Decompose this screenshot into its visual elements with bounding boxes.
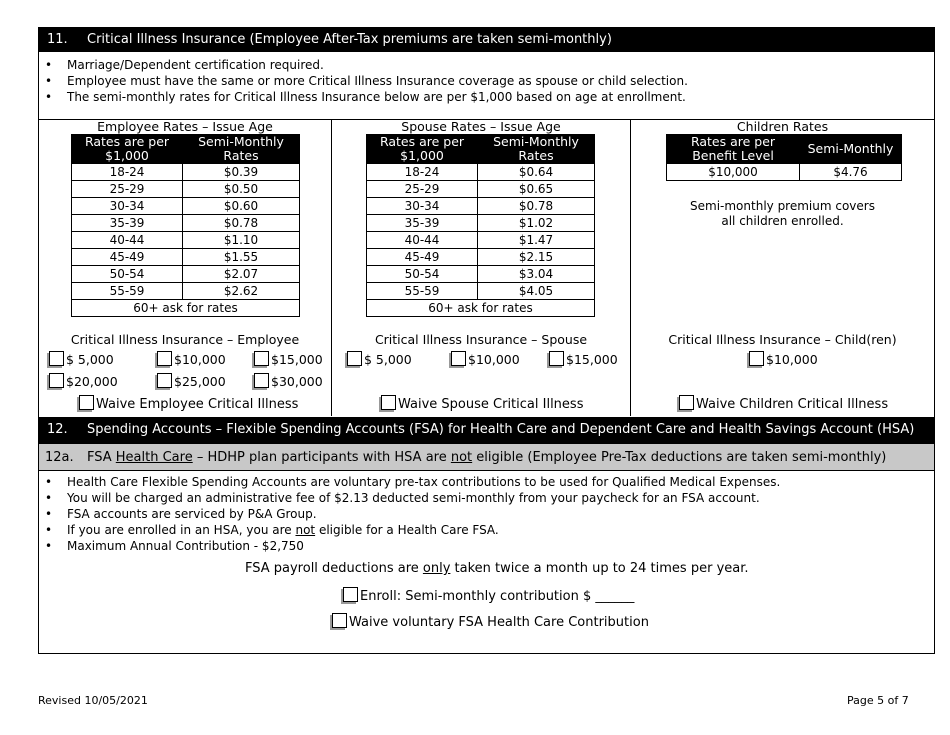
children-option-10000[interactable] <box>749 351 818 367</box>
rate-cell: $0.78 <box>183 215 300 232</box>
employee-option-30000[interactable] <box>254 373 323 389</box>
rate-cell: $1.47 <box>478 232 595 249</box>
rate-cell: $1.55 <box>183 249 300 266</box>
waive-spouse-option[interactable] <box>381 395 583 412</box>
option-label: $10,000 <box>468 352 520 367</box>
option-label: $20,000 <box>66 374 118 389</box>
section-12-title: Spending Accounts – Flexible Spending Accounts (FSA) for Health Care and Dependent Care and Health Savings Account (HSA) <box>87 422 915 437</box>
enroll-label: Enroll: Semi-monthly contribution $ ______ <box>360 589 635 604</box>
underlined-text: Health Care <box>115 450 193 465</box>
note-line: all children enrolled. <box>721 214 844 228</box>
option-label: $15,000 <box>271 352 323 367</box>
table-row <box>367 300 595 317</box>
fsa-enroll-option[interactable] <box>343 587 634 604</box>
text-run: – HDHP plan participants with HSA are <box>192 450 451 465</box>
bullet-item <box>39 522 780 538</box>
option-label: $10,000 <box>174 352 226 367</box>
age-cell: 45-49 <box>367 249 478 266</box>
table-row <box>667 164 902 181</box>
rate-cell: $2.15 <box>478 249 595 266</box>
employee-option-20000[interactable] <box>49 373 118 389</box>
text-run: taken twice a month up to 24 times per year. <box>450 561 749 576</box>
rate-cell: $0.65 <box>478 181 595 198</box>
option-label: $25,000 <box>174 374 226 389</box>
age-cell: 55-59 <box>72 283 183 300</box>
underlined-text: not <box>295 523 316 537</box>
checkbox[interactable] <box>347 351 362 366</box>
age-cell: 18-24 <box>72 164 183 181</box>
spouse-rates-table <box>366 134 595 317</box>
checkbox[interactable] <box>549 351 564 366</box>
rate-cell: $4.05 <box>478 283 595 300</box>
checkbox[interactable] <box>79 395 94 410</box>
text-run: FSA <box>87 450 116 465</box>
spouse-coverage-title: Critical Illness Insurance – Spouse <box>374 332 588 347</box>
option-label: Waive voluntary FSA Health Care Contribution <box>349 615 649 630</box>
checkbox[interactable] <box>157 373 172 388</box>
payroll-deduction-note <box>245 561 749 576</box>
rate-cell: $0.39 <box>183 164 300 181</box>
age-cell: 45-49 <box>72 249 183 266</box>
fsa-waive-option[interactable] <box>332 613 649 630</box>
column-header: Rates are per $1,000 <box>367 135 478 164</box>
section-11-header <box>39 28 934 52</box>
text-run: eligible for a Health Care FSA. <box>315 523 499 537</box>
text-run: If you are enrolled in an HSA, you are <box>67 523 296 537</box>
table-row <box>367 232 595 249</box>
rate-cell: $2.07 <box>183 266 300 283</box>
table-row <box>72 249 300 266</box>
age-cell: 40-44 <box>367 232 478 249</box>
employee-coverage-title: Critical Illness Insurance – Employee <box>70 332 300 347</box>
section-11-bullets <box>39 57 688 105</box>
rate-cell: $2.62 <box>183 283 300 300</box>
employee-option-10000[interactable] <box>157 351 226 367</box>
age-cell: 50-54 <box>72 266 183 283</box>
checkbox[interactable] <box>157 351 172 366</box>
children-coverage-title: Critical Illness Insurance – Child(ren) <box>668 332 897 347</box>
spouse-option-15000[interactable] <box>549 351 618 367</box>
spouse-option-5000[interactable] <box>347 351 412 367</box>
ask-for-rates-cell: 60+ ask for rates <box>367 300 595 317</box>
employee-option-15000[interactable] <box>254 351 323 367</box>
checkbox[interactable] <box>49 373 64 388</box>
age-cell: 35-39 <box>367 215 478 232</box>
section-12a-number: 12a. <box>45 450 74 465</box>
rate-cell: $1.10 <box>183 232 300 249</box>
rate-cell: $0.50 <box>183 181 300 198</box>
employee-option-25000[interactable] <box>157 373 226 389</box>
table-row <box>72 232 300 249</box>
table-row <box>72 300 300 317</box>
bullet-item: • You will be charged an administrative fee of $2.13 deducted semi-monthly from your paycheck for an FSA account. <box>39 490 780 506</box>
age-cell: 40-44 <box>72 232 183 249</box>
checkbox[interactable] <box>749 351 764 366</box>
bullet-item: • Maximum Annual Contribution - $2,750 <box>39 538 780 554</box>
option-label: $30,000 <box>271 374 323 389</box>
column-divider <box>331 119 332 416</box>
section-12a-bullets <box>39 474 780 554</box>
section-12-number: 12. <box>47 422 68 437</box>
table-row <box>367 198 595 215</box>
table-row <box>72 215 300 232</box>
age-cell: 30-34 <box>367 198 478 215</box>
option-label: $15,000 <box>566 352 618 367</box>
column-header: Semi-Monthly Rates <box>478 135 595 164</box>
rate-cell: $0.78 <box>478 198 595 215</box>
table-row <box>72 198 300 215</box>
underlined-text: not <box>450 450 473 465</box>
spouse-option-10000[interactable] <box>451 351 520 367</box>
option-label: $ 5,000 <box>364 352 412 367</box>
section-12-header <box>39 417 934 443</box>
rate-cell: $3.04 <box>478 266 595 283</box>
revised-date: Revised 10/05/2021 <box>38 694 148 707</box>
checkbox[interactable] <box>343 587 358 602</box>
bullet-item: • The semi-monthly rates for Critical Illness Insurance below are per $1,000 based on age at enrollment. <box>39 89 688 105</box>
table-row <box>367 181 595 198</box>
checkbox[interactable] <box>679 395 694 410</box>
employee-option-5000[interactable] <box>49 351 114 367</box>
underlined-text: only <box>422 561 451 576</box>
checkbox[interactable] <box>49 351 64 366</box>
age-cell: 25-29 <box>367 181 478 198</box>
spouse-rates-title: Spouse Rates – Issue Age <box>401 119 561 134</box>
bullet-item: • Employee must have the same or more Critical Illness Insurance coverage as spouse or child selection. <box>39 73 688 89</box>
age-cell: 18-24 <box>367 164 478 181</box>
benefit-cell: $10,000 <box>667 164 800 181</box>
ask-for-rates-cell: 60+ ask for rates <box>72 300 300 317</box>
column-header: Rates are per Benefit Level <box>667 135 800 164</box>
age-cell: 30-34 <box>72 198 183 215</box>
children-rates-title: Children Rates <box>736 119 829 134</box>
rate-cell: $4.76 <box>800 164 902 181</box>
option-label: Waive Employee Critical Illness <box>96 397 299 412</box>
table-row <box>367 164 595 181</box>
table-row <box>367 283 595 300</box>
option-label: $10,000 <box>766 352 818 367</box>
checkbox[interactable] <box>381 395 396 410</box>
checkbox[interactable] <box>254 351 269 366</box>
checkbox[interactable] <box>332 613 347 628</box>
column-header: Rates are per $1,000 <box>72 135 183 164</box>
rate-cell: $0.60 <box>183 198 300 215</box>
age-cell: 55-59 <box>367 283 478 300</box>
table-row <box>367 266 595 283</box>
page-number: Page 5 of 7 <box>847 694 909 707</box>
table-row <box>367 249 595 266</box>
option-label: $ 5,000 <box>66 352 114 367</box>
column-divider <box>630 119 631 416</box>
bullet-item: • FSA accounts are serviced by P&A Group. <box>39 506 780 522</box>
table-row <box>367 215 595 232</box>
checkbox[interactable] <box>451 351 466 366</box>
bullet-item: • Health Care Flexible Spending Accounts are voluntary pre-tax contributions to be used for Qualified Medical Expenses. <box>39 474 780 490</box>
section-11-number: 11. <box>47 32 68 47</box>
form-section-frame <box>38 27 935 654</box>
bullet-item: • Marriage/Dependent certification required. <box>39 57 688 73</box>
text-run: FSA payroll deductions are <box>245 561 423 576</box>
age-cell: 25-29 <box>72 181 183 198</box>
table-row <box>72 164 300 181</box>
age-cell: 50-54 <box>367 266 478 283</box>
waive-employee-option[interactable] <box>79 395 298 412</box>
note-line: Semi-monthly premium covers <box>690 199 875 213</box>
column-header: Semi-Monthly Rates <box>183 135 300 164</box>
section-11-title: Critical Illness Insurance (Employee After-Tax premiums are taken semi-monthly) <box>87 32 612 47</box>
age-cell: 35-39 <box>72 215 183 232</box>
rate-cell: $1.02 <box>478 215 595 232</box>
section-12a-title <box>87 444 886 472</box>
employee-rates-title: Employee Rates – Issue Age <box>97 119 273 134</box>
children-rates-table <box>666 134 902 181</box>
option-label: Waive Children Critical Illness <box>696 397 889 412</box>
section-12a-header <box>39 443 934 471</box>
waive-children-option[interactable] <box>679 395 888 412</box>
rate-cell: $0.64 <box>478 164 595 181</box>
table-row <box>72 283 300 300</box>
children-premium-note <box>631 199 934 229</box>
table-row <box>72 181 300 198</box>
table-row <box>72 266 300 283</box>
employee-rates-table <box>71 134 300 317</box>
text-run: eligible (Employee Pre-Tax deductions are taken semi-monthly) <box>472 450 887 465</box>
column-header: Semi-Monthly <box>800 135 902 164</box>
checkbox[interactable] <box>254 373 269 388</box>
option-label: Waive Spouse Critical Illness <box>398 397 584 412</box>
